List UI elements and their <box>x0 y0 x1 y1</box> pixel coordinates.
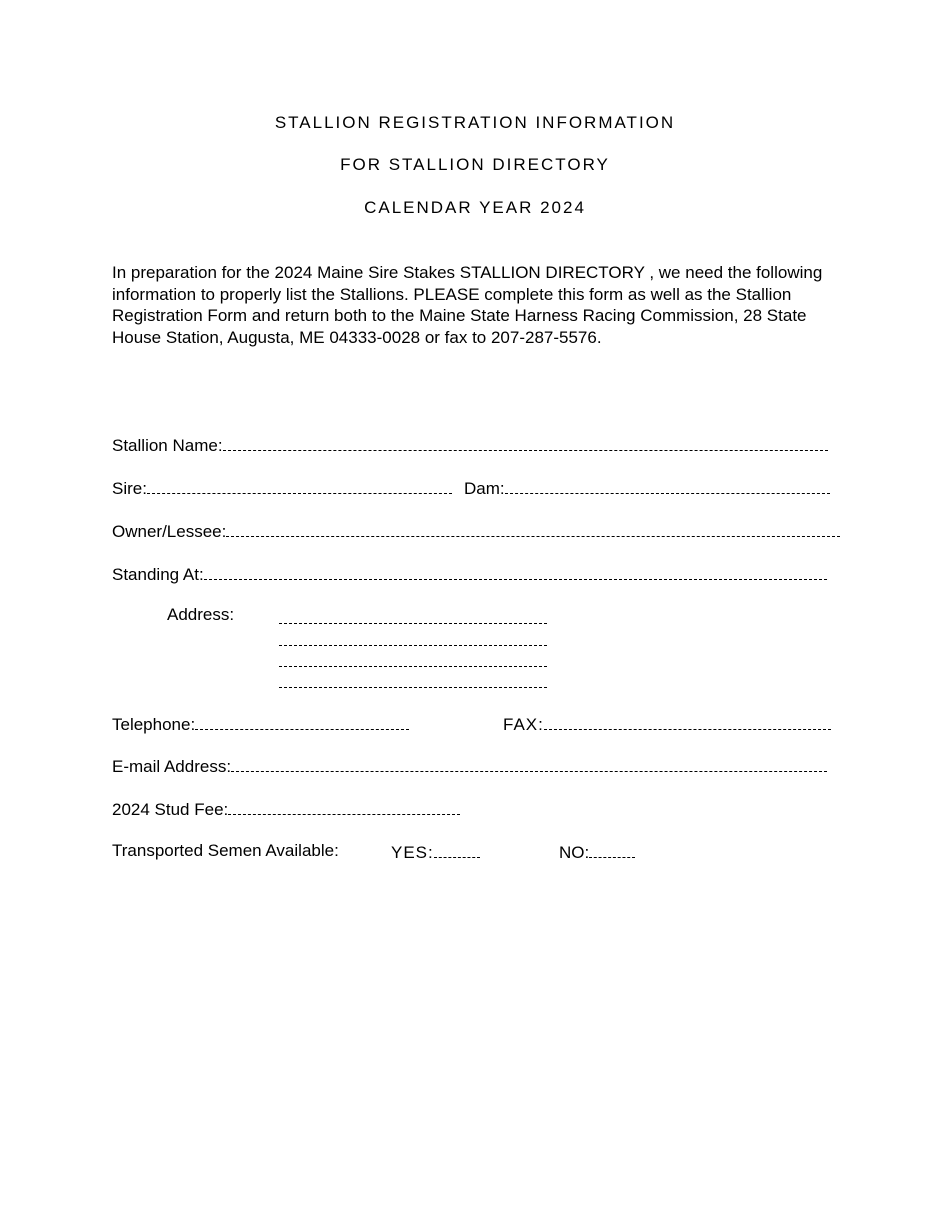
owner-field[interactable] <box>226 520 840 537</box>
form-subtitle: FOR STALLION DIRECTORY <box>340 155 610 174</box>
no-field[interactable] <box>589 841 635 858</box>
stud-fee-field[interactable] <box>228 798 460 815</box>
address-line-1[interactable] <box>279 607 547 629</box>
stallion-name-field[interactable] <box>223 434 828 451</box>
stud-fee-row <box>112 798 460 820</box>
yes-row <box>391 841 480 863</box>
standing-at-field[interactable] <box>204 563 827 580</box>
telephone-field[interactable] <box>195 713 409 730</box>
stallion-name-row <box>112 434 828 456</box>
dam-label: Dam: <box>464 479 505 498</box>
no-label: NO: <box>559 843 590 862</box>
fax-row <box>503 713 831 735</box>
standing-at-label: Standing At: <box>112 565 204 584</box>
telephone-row <box>112 713 409 735</box>
sire-row <box>112 477 452 499</box>
yes-label: YES: <box>391 843 434 862</box>
email-row <box>112 755 827 777</box>
form-title: STALLION REGISTRATION INFORMATION <box>274 113 676 132</box>
intro-paragraph: In preparation for the 2024 Maine Sire Stakes STALLION DIRECTORY , we need the following information to properly list the Stallions. PLEASE complete this form as well as the Stallion Registration Form and return both to the Maine State Harness Racing Commission, 28 State House Station, Augusta, ME 04333-0028 or fax to 207-287-5576. <box>112 263 823 347</box>
sire-label: Sire: <box>112 479 147 498</box>
stallion-name-label: Stallion Name: <box>112 436 223 455</box>
email-field[interactable] <box>231 755 827 772</box>
sire-field[interactable] <box>147 477 452 494</box>
address-line-2[interactable] <box>279 629 547 651</box>
address-line-4[interactable] <box>279 671 547 693</box>
email-label: E-mail Address: <box>112 757 232 776</box>
address-label: Address: <box>167 605 235 624</box>
fax-label: FAX: <box>503 715 544 734</box>
address-line-3[interactable] <box>279 650 547 672</box>
yes-field[interactable] <box>434 841 480 858</box>
owner-label: Owner/Lessee: <box>112 522 227 541</box>
telephone-label: Telephone: <box>112 715 196 734</box>
stud-fee-label: 2024 Stud Fee: <box>112 800 229 819</box>
dam-row <box>464 477 830 499</box>
form-year: CALENDAR YEAR 2024 <box>364 198 586 217</box>
dam-field[interactable] <box>505 477 830 494</box>
owner-row <box>112 520 840 542</box>
semen-label: Transported Semen Available: <box>112 841 339 860</box>
no-row <box>559 841 635 863</box>
standing-at-row <box>112 563 827 585</box>
fax-field[interactable] <box>544 713 831 730</box>
